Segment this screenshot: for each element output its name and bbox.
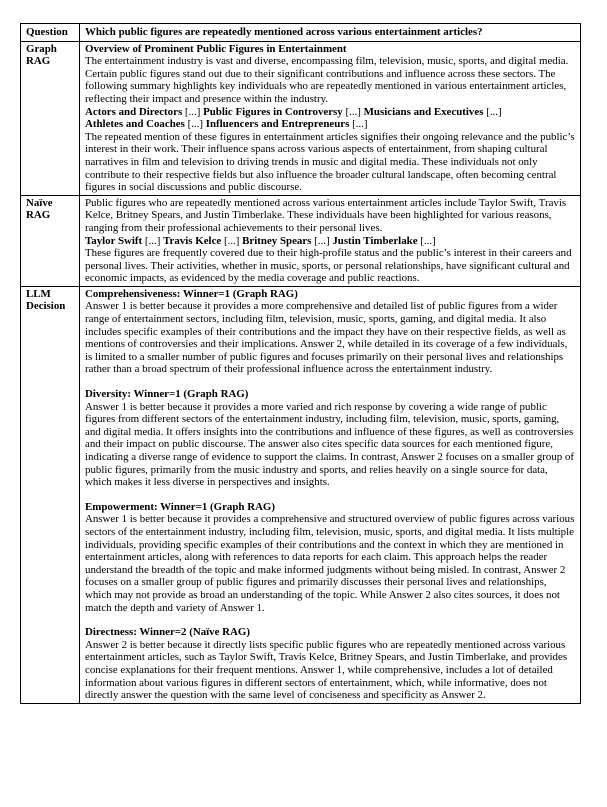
header-question-text: Which public figures are repeatedly mentioned across various entertainment articles? bbox=[80, 24, 581, 42]
ellipsis: [...] bbox=[420, 234, 436, 247]
graph-rag-answer bbox=[80, 41, 581, 195]
llm-decision-body bbox=[80, 286, 581, 703]
graph-rag-heading: Athletes and Coaches bbox=[85, 118, 185, 131]
ellipsis: [...] bbox=[144, 234, 161, 247]
llm-decision-label: LLM Decision bbox=[21, 286, 80, 703]
criterion-title: Comprehensiveness: Winner=1 (Graph RAG) bbox=[85, 287, 298, 300]
graph-rag-label: Graph RAG bbox=[21, 41, 80, 195]
naive-rag-label: Naïve RAG bbox=[21, 195, 80, 286]
graph-rag-heading: Musicians and Executives bbox=[363, 105, 484, 118]
ellipsis: [...] bbox=[223, 234, 240, 247]
ellipsis: [...] bbox=[486, 105, 502, 118]
naive-rag-intro: Public figures who are repeatedly mentioned across various entertainment articles include Taylor Swift, Travis Kelce, Britney Spears, and Justin Timberlake. These individuals have been highlighted for various reasons, ranging from their professional achievements to their personal lives. bbox=[85, 196, 567, 234]
naive-rag-name: Taylor Swift bbox=[85, 234, 143, 247]
naive-rag-name: Britney Spears bbox=[242, 234, 312, 247]
graph-rag-heading: Influencers and Entrepreneurs bbox=[205, 118, 350, 131]
header-question-label: Question bbox=[21, 24, 80, 42]
criterion-text: Answer 1 is better because it provides a more comprehensive and detailed list of public figures from a wider range of entertainment sectors, including film, television, music, sports, gaming, and digital media. It also includes specific examples of their contributions and the impact they have on their respective fields, as well as mentions of controversies and their implications. Answer 2, while detailed in its coverage of a few individuals, is limited to a smaller number of public figures and focuses primarily on their personal lives and relationships rather than a broad spectrum of their professional influence across the entertainment industry. bbox=[85, 300, 568, 376]
naive-rag-conclusion: These figures are frequently covered due to their high-profile status and the public’s interest in their careers and personal lives. Their activities, whether in music, sports, or personal relationships, have significant cultural and economic impacts, as evidenced by the media coverage and public reactions. bbox=[85, 247, 572, 285]
ellipsis: [...] bbox=[184, 105, 201, 118]
naive-rag-row bbox=[21, 195, 581, 286]
naive-rag-names bbox=[85, 235, 575, 248]
naive-rag-name: Justin Timberlake bbox=[332, 234, 418, 247]
llm-decision-row bbox=[21, 286, 581, 703]
ellipsis: [...] bbox=[352, 118, 368, 131]
graph-rag-heading: Actors and Directors bbox=[85, 105, 183, 118]
header-row bbox=[21, 24, 581, 42]
comparison-table bbox=[20, 23, 581, 704]
graph-rag-row bbox=[21, 41, 581, 195]
graph-rag-title: Overview of Prominent Public Figures in Entertainment bbox=[85, 42, 347, 55]
criterion-text: Answer 2 is better because it directly lists specific public figures who are repeatedly mentioned across various entertainment articles, such as Taylor Swift, Travis Kelce, Britney Spears, and Justin Timberlake, and provides concise explanations for their frequent mentions. Answer 1, while comprehensive, includes a lot of detailed information about various figures in different sectors of entertainment, which, while informative, does not directly answer the question with the same level of conciseness and specificity as Answer 2. bbox=[85, 638, 568, 702]
criterion-text: Answer 1 is better because it provides a comprehensive and structured overview of public figures across various sectors of the entertainment industry, including film, television, music, sports, and digital media. It lists multiple individuals, providing specific examples of their contributions and the context in which they are mentioned in entertainment articles, along with references to data reports for each claim. This approach helps the reader understand the breadth of the topic and make informed judgments without being misled. In contrast, Answer 2 focuses on a smaller group of public figures and primarily discusses their personal lives and relationships, which may not provide as broad an understanding of the topic. While Answer 2 also cites sources, it does not match the depth and variety of Answer 1. bbox=[85, 513, 575, 614]
criterion-title: Directness: Winner=2 (Naïve RAG) bbox=[85, 626, 251, 639]
graph-rag-heading: Public Figures in Controversy bbox=[203, 105, 343, 118]
criterion-title: Empowerment: Winner=1 (Graph RAG) bbox=[85, 500, 276, 513]
ellipsis: [...] bbox=[345, 105, 361, 118]
criterion-text: Answer 1 is better because it provides a more varied and rich response by covering a wide range of public figures from different sectors of the entertainment industry, including film, television, music, sports, gaming, and digital media. It offers insights into the contributions and influence of these figures, as well as controversies and their impact on public discourse. The answer also cites specific data sources for each mentioned figure, indicating a diverse range of evidence to support the claims. In contrast, Answer 2 focuses on a smaller group of public figures, primarily from the music industry and sports, and relies heavily on a single source for data, which makes it less diverse in perspectives and insights. bbox=[85, 400, 575, 489]
ellipsis: [...] bbox=[314, 234, 330, 247]
graph-rag-intro: The entertainment industry is vast and diverse, encompassing film, television, music, sports, and digital media. Certain public figures stand out due to their significant contributions and influence across these sectors. The following summary highlights key individuals who are repeatedly mentioned in various entertainment articles, reflecting their impact and presence within the industry. bbox=[85, 55, 569, 105]
ellipsis: [...] bbox=[187, 118, 203, 131]
criterion-title: Diversity: Winner=1 (Graph RAG) bbox=[85, 388, 249, 401]
graph-rag-headings bbox=[85, 106, 575, 131]
naive-rag-name: Travis Kelce bbox=[163, 234, 222, 247]
naive-rag-answer bbox=[80, 195, 581, 286]
graph-rag-conclusion: The repeated mention of these figures in entertainment articles signifies their ongoing relevance and the public’s interest in their work. Their influence spans across various aspects of entertainment, from shaping cultural narratives in film and television to driving trends in music and digital media. These individuals not only contribute to their respective fields but also influence the broader cultural landscape, often becoming central figures in social discussions and public discourse. bbox=[85, 130, 575, 194]
